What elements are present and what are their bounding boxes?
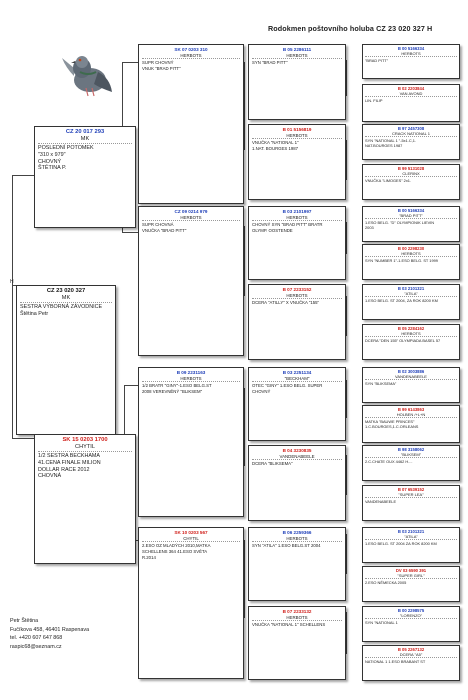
great-great-grandparent-card — [362, 566, 460, 602]
ggp-line: CHOVNÝ SYN "BRAD PITT" BRATR — [252, 222, 323, 228]
connector-line — [244, 62, 245, 150]
ggp-owner: HERBOTS — [252, 293, 342, 300]
connector-line — [12, 175, 34, 176]
gggp-line: LIN. FILIP — [365, 98, 383, 104]
great-great-grandparent-card — [362, 244, 460, 280]
pedigree-title: Rodokmen poštovního holuba CZ 23 020 327 H — [268, 24, 433, 33]
great-great-grandparent-card — [362, 164, 460, 200]
great-grandparent-card — [248, 367, 346, 441]
parent-ring: SK 15 0203 1700 — [62, 437, 108, 443]
connector-line — [12, 438, 34, 439]
gggp-line: 1.ESO BELG. ST 2004, ZA ROK 8200 KM — [365, 298, 438, 304]
ggp-owner: HERBOTS — [252, 133, 342, 140]
grandparent-card — [138, 367, 244, 517]
gggp-line: DCERA "DEN 155" OLYMPIADA BASEL 57 — [365, 338, 441, 344]
parent-line: 41.CENA FINALE MILION — [38, 459, 101, 466]
connector-line — [346, 534, 347, 574]
great-great-grandparent-card — [362, 645, 460, 681]
connector-line — [122, 232, 138, 233]
gggp-ring: B 97 2457308 — [397, 126, 425, 131]
ggp-line: OTEC "GINY" 1.ESO BELG. SUPER — [252, 383, 323, 389]
ggp-ring: B 06 2259366 — [282, 530, 312, 535]
gggp-owner: "ATILA" — [365, 534, 457, 540]
gggp-line: MATKA "BAUWE PRINCES" — [365, 419, 415, 425]
gggp-owner: CLERINX — [365, 171, 457, 177]
ggp-ring: B 07 2233132 — [282, 609, 312, 614]
gggp-line: VNUČKA "LIMOGES" 2x1. — [365, 178, 412, 184]
gggp-owner: HOLBEN /+L+N — [365, 412, 457, 418]
parent-card — [34, 434, 136, 564]
gggp-line: SYN "NATIONAL 1 — [365, 620, 398, 626]
connector-line — [12, 175, 13, 438]
ggp-owner: HERBOTS — [252, 215, 342, 222]
great-grandparent-card — [248, 44, 346, 120]
gggp-line: 1.ESO BELG. "D" OLYMPIONIK LIEVIN — [365, 220, 435, 226]
parent-owner: CHYTIL — [38, 444, 132, 452]
gggp-ring: B 00 5166334 — [397, 46, 425, 51]
subject-card — [16, 285, 116, 435]
ggp-ring: B 03 2101997 — [282, 209, 312, 214]
gggp-ring: B 05 2267132 — [397, 647, 425, 652]
great-great-grandparent-card — [362, 445, 460, 481]
ggp-ring: B 03 2251134 — [282, 370, 312, 375]
gggp-ring: B 00 2298230 — [397, 246, 425, 251]
ggp-owner: HERBOTS — [252, 536, 342, 543]
ggp-owner: HERBOTS — [252, 615, 342, 622]
connector-line — [124, 385, 138, 386]
grandparent-card — [138, 206, 244, 356]
breeder-name: Petr Štětina — [10, 618, 39, 624]
connector-line — [346, 455, 347, 495]
parent-ring: CZ 20 017 293 — [65, 129, 105, 135]
gggp-owner: "LORENZO" — [365, 613, 457, 619]
great-great-grandparent-card — [362, 606, 460, 642]
gggp-ring: B 03 2101321 — [397, 286, 425, 291]
connector-line — [346, 380, 347, 418]
connector-line — [346, 140, 347, 180]
ggp-line: VNUČKA "NATIONAL 1" SCHELLENS — [252, 622, 326, 628]
gggp-ring: B 07 6539152 — [397, 487, 425, 492]
gggp-line: SYN "BLIKSEMA" — [365, 381, 397, 387]
ggp-line: CHOVNÝ — [252, 388, 271, 394]
parent-line: "310 x 979" — [38, 151, 66, 158]
gggp-owner: "SUPER LEA" — [365, 492, 457, 498]
grandparent-ring: CZ 09 0214 979 — [174, 209, 208, 214]
grandparent-ring: SK 10 0203 567 — [174, 530, 208, 535]
ggp-line: SYN "ATILA" 1.ESO BELG.ST 2004 — [252, 543, 321, 549]
great-grandparent-card — [248, 445, 346, 521]
parent-card — [34, 126, 136, 228]
gggp-line: NATIONAL 1 1.ESO BRABANT ST — [365, 659, 426, 665]
pigeon-image — [60, 38, 116, 102]
gggp-ring: B 05 2284162 — [397, 326, 425, 331]
parent-line: CHOVNÁ — [38, 473, 62, 480]
great-great-grandparent-card — [362, 84, 460, 122]
great-great-grandparent-card — [362, 527, 460, 563]
ggp-line: 1.NAT. BOURGES 1987 — [252, 145, 299, 151]
parent-line: POSLEDNÍ POTOMEK — [38, 145, 94, 151]
ggp-owner: "BECKHAM" — [252, 376, 342, 383]
gggp-ring: DV 03 6590 391 — [395, 568, 427, 573]
grandparent-owner: HERBOTS — [142, 376, 240, 383]
grandparent-owner: CHYTIL — [142, 536, 240, 543]
great-great-grandparent-card — [362, 124, 460, 160]
breeder-contact — [10, 617, 89, 651]
gggp-owner: "SUPER GIRL" — [365, 573, 457, 579]
gggp-owner: "BLIKSEM" — [365, 452, 457, 458]
gggp-owner: VANDENABEELE — [365, 374, 457, 380]
gggp-ring: B 02 3003886 — [397, 369, 425, 374]
grandparent-line: R.2014 — [142, 554, 156, 560]
gggp-line: 2.ESO NĚMECKA 2005 — [365, 580, 407, 586]
connector-line — [346, 60, 347, 96]
breeder-address: Fučíkova 458, 46401 Raspenava — [10, 626, 90, 633]
great-great-grandparent-card — [362, 206, 460, 242]
gggp-owner: HERBOTS — [365, 51, 457, 57]
great-great-grandparent-card — [362, 485, 460, 521]
connector-line — [346, 296, 347, 336]
parent-line: CHOVNÝ — [38, 158, 62, 165]
breeder-phone: tel. +420 607 647 868 — [10, 635, 63, 642]
connector-line — [122, 62, 138, 63]
breeder-email[interactable]: raspic68@seznam.cz — [10, 643, 62, 650]
gggp-owner: HERBOTS — [365, 331, 457, 337]
ggp-line: OLYMP. OOSTENDE — [252, 227, 293, 233]
gggp-line: "BRAD PITT" — [365, 58, 389, 64]
gggp-line: SYN "NATIONAL 1 "-5x1.C,1. — [365, 138, 416, 144]
grandparent-ring: B 09 2231163 — [176, 370, 206, 375]
gggp-owner: "BRAD PITT" — [365, 213, 457, 219]
connector-line — [244, 226, 245, 296]
parent-line: ŠTĚTINA P. — [38, 165, 67, 172]
gggp-ring: B 02 2203844 — [397, 86, 425, 91]
subject-ring: CZ 23 020 327 — [46, 288, 86, 294]
subject-line: SESTRA VÝBORNÁ ZÁVODNICE — [20, 304, 103, 310]
gggp-line: VANDENABEELE — [365, 499, 397, 505]
grandparent-line: SUPR CHOVNÝ — [142, 60, 174, 66]
grandparent-line: VNUČKA "BRAD PITT" — [142, 227, 187, 233]
great-great-grandparent-card — [362, 367, 460, 403]
grandparent-card — [138, 44, 244, 204]
ggp-ring: B 07 2233152 — [282, 287, 312, 292]
connector-line — [244, 540, 245, 618]
parent-line: DOLLAR RACE 2012 — [38, 466, 90, 473]
ggp-ring: B 05 2286111 — [282, 47, 312, 52]
great-grandparent-card — [248, 206, 346, 280]
gggp-owner: VAN AVOND — [365, 91, 457, 97]
ggp-line: DCERA "BLIKSEMA" — [252, 461, 293, 467]
ggp-ring: B 04 3230835 — [282, 448, 312, 453]
grandparent-line: 2008 VEREVNĚNÝ "BLIKSEM" — [142, 388, 203, 394]
gggp-owner: CRACK NATIONAL 1 — [365, 131, 457, 137]
great-great-grandparent-card — [362, 284, 460, 320]
parent-owner: MK — [38, 136, 132, 144]
grandparent-card — [138, 527, 244, 679]
connector-line — [244, 388, 245, 466]
great-great-grandparent-card — [362, 405, 460, 443]
grandparent-line: VNUK "BRAD PITT" — [142, 65, 181, 71]
grandparent-line: 2.ESO OZ MLADÝCH 2010,MATKA — [142, 543, 211, 549]
gggp-ring: B 00 5166334 — [397, 208, 425, 213]
ggp-owner: VANDENABEELE — [252, 454, 342, 461]
gggp-owner: DCERA "A5" — [365, 652, 457, 658]
parent-line: 1/2 SESTRA BECKHAMA — [38, 453, 101, 459]
subject-owner: MK — [20, 295, 112, 303]
great-great-grandparent-card — [362, 44, 460, 79]
gggp-line: 2003 — [365, 225, 374, 231]
ggp-line: VNUČKA "NATIONAL 1" — [252, 140, 299, 146]
gggp-line: 1.C.BOURGES,1.C.ORLEANS — [365, 424, 419, 430]
great-grandparent-card — [248, 527, 346, 601]
gggp-owner: HERBOTS — [365, 251, 457, 257]
gggp-line: 1.ESO BELG. ST 2004 ZA ROK 8200 KM — [365, 541, 437, 547]
ggp-line: SYN "BRAD PITT" — [252, 60, 288, 66]
ggp-owner: HERBOTS — [252, 53, 342, 60]
grandparent-line: 1/2 BRATR "GINY"-1.ESO BELG.ST — [142, 383, 212, 389]
grandparent-line: SCHELLENS 364 41.ESO SVĚTA — [142, 548, 208, 554]
grandparent-ring: SK 07 0203 310 — [174, 47, 208, 52]
grandparent-line: SUPR CHOVNÁ — [142, 222, 174, 228]
gggp-line: NAT.BOURGES 1987 — [365, 143, 403, 149]
gggp-ring: B 00 2298575 — [397, 608, 425, 613]
connector-line — [346, 612, 347, 654]
grandparent-owner: HERBOTS — [142, 53, 240, 60]
gggp-ring: B 03 2101321 — [397, 529, 425, 534]
gggp-ring: B 99 5131028 — [397, 166, 425, 171]
connector-line — [346, 222, 347, 254]
great-great-grandparent-card — [362, 324, 460, 360]
gggp-owner: "ATILA" — [365, 291, 457, 297]
subject-line: Štětina Petr — [20, 310, 49, 317]
gggp-ring: B 99 6143863 — [397, 407, 425, 412]
great-grandparent-card — [248, 124, 346, 200]
great-grandparent-card — [248, 606, 346, 680]
grandparent-owner: HERBOTS — [142, 215, 240, 222]
ggp-ring: B 01 5156819 — [282, 127, 312, 132]
gggp-line: 2.C.CHATE OUX 4462 H.... — [365, 459, 413, 465]
great-grandparent-card — [248, 284, 346, 360]
gggp-line: SYN "NUMBER 1"-1.ESO BELG. ST 1999 — [365, 258, 438, 264]
sex-marker: H — [10, 279, 14, 285]
ggp-line: DCERA "ATILLY" X VNUČKA "155" — [252, 300, 320, 306]
gggp-ring: B 98 3158062 — [397, 447, 425, 452]
